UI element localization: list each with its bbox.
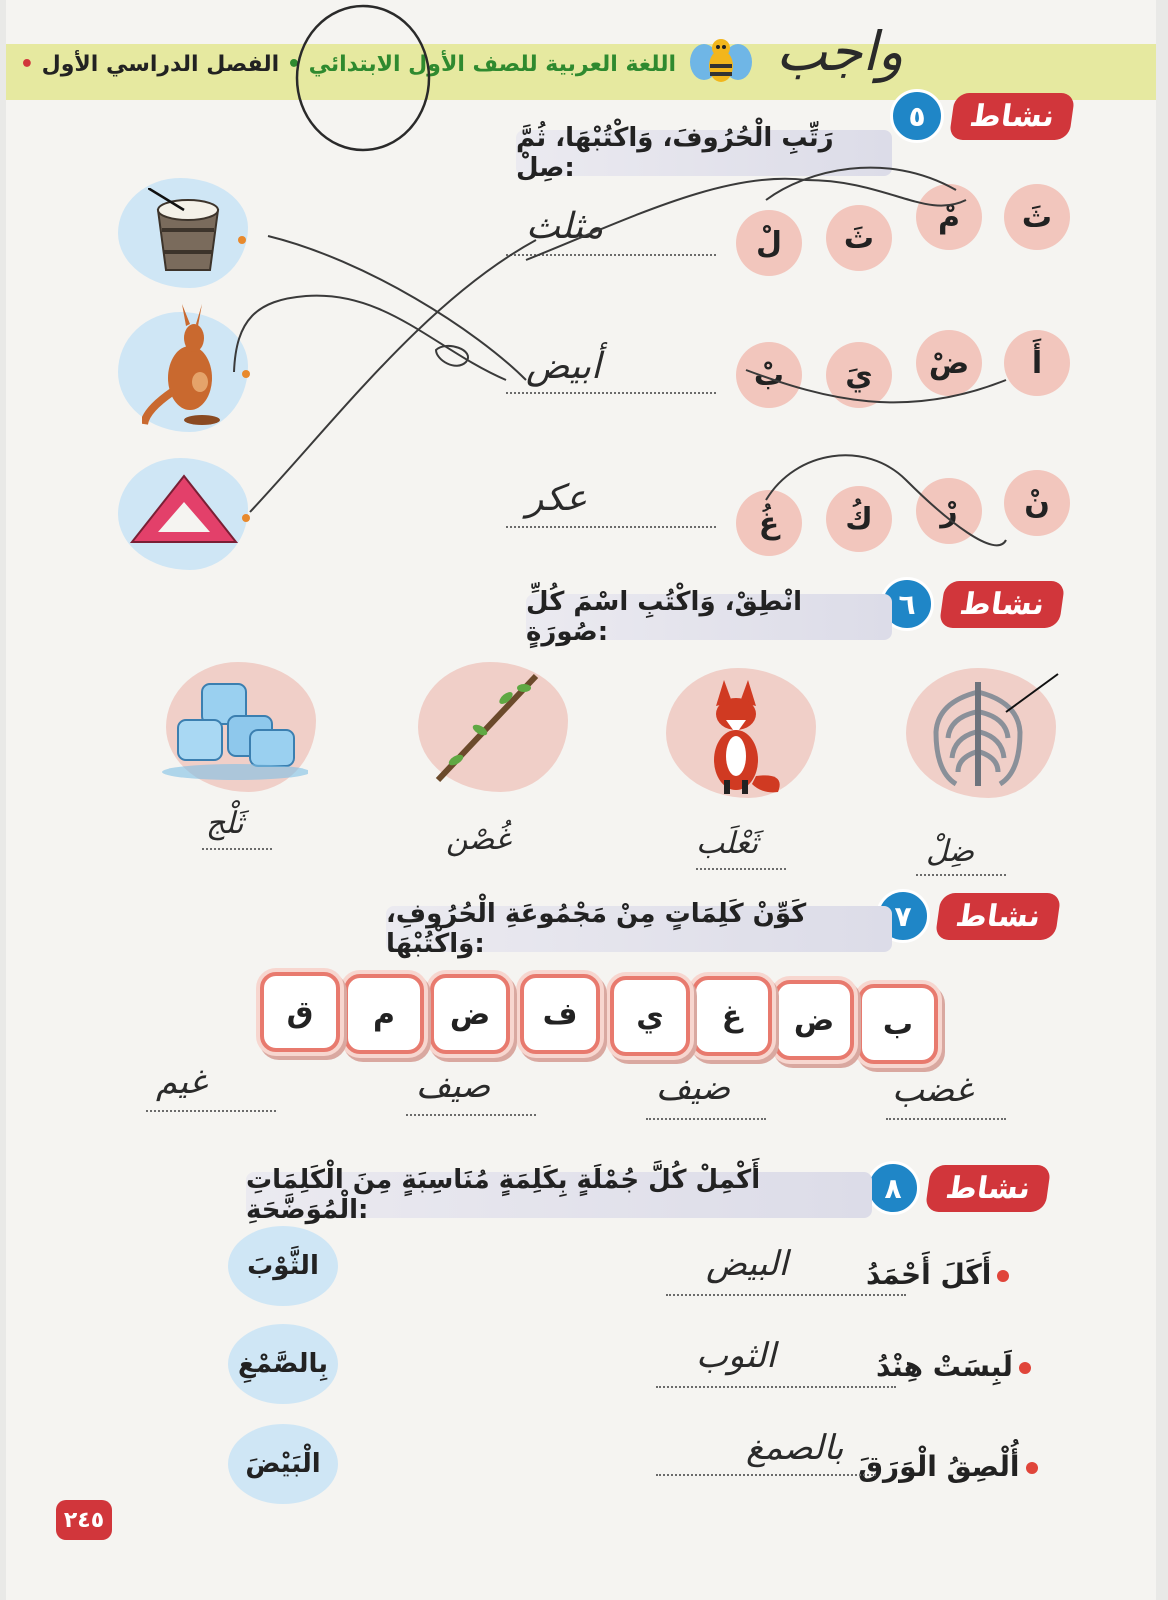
answer-line[interactable] [406, 1114, 536, 1116]
activity8-number: ٨ [866, 1161, 920, 1215]
sentence-text: أَكَلَ أَحْمَدُ [866, 1258, 992, 1291]
activity8-label: نشاط [925, 1165, 1052, 1212]
letter-tile[interactable]: غ [692, 976, 772, 1056]
letter-tile[interactable]: ي [610, 976, 690, 1056]
hand-drawn-lines [6, 0, 1156, 600]
letter-circle[interactable]: نْ [1004, 470, 1070, 536]
handwritten-answer: ضيف [656, 1068, 731, 1108]
word-bank-item[interactable]: بِالصَّمْغِ [228, 1324, 338, 1404]
activity6-badge [886, 576, 1062, 632]
handwritten-homework-note: واجب [776, 20, 904, 83]
term-title: الفصل الدراسي الأول [41, 52, 280, 77]
letter-tile[interactable]: ض [774, 980, 854, 1060]
bullet-icon [1026, 1462, 1038, 1474]
handwritten-answer: أبيض [526, 346, 601, 387]
answer-line[interactable] [656, 1474, 876, 1476]
letter-circle[interactable]: لْ [736, 210, 802, 276]
activity5-number: ٥ [890, 89, 944, 143]
answer-line[interactable] [146, 1110, 276, 1112]
subject-title: اللغة العربية للصف الأول الابتدائي [308, 52, 676, 77]
activity5-instruction: رَتِّبِ الْحُرُوفَ، وَاكْتُبْهَا، ثُمَّ صِلْ: [516, 130, 892, 176]
activity6-number: ٦ [880, 577, 934, 631]
handwritten-answer: صيف [416, 1066, 491, 1106]
handwritten-answer: مثلث [526, 206, 604, 247]
activity7-label: نشاط [935, 893, 1062, 940]
handwritten-answer: غيم [156, 1062, 207, 1102]
letter-circle[interactable]: ضْ [916, 330, 982, 396]
answer-line[interactable] [666, 1294, 906, 1296]
letter-tile[interactable]: ب [858, 984, 938, 1064]
handwritten-answer: ثَعْلَب [696, 826, 759, 861]
activity7-badge [882, 888, 1058, 944]
word-bank-item[interactable]: الثَّوْبَ [228, 1226, 338, 1306]
header-title: اللغة العربية للصف الأول الابتدائي • الفصل الدراسي الأول • [19, 52, 676, 77]
activity7-number: ٧ [876, 889, 930, 943]
worksheet-page [6, 0, 1156, 1600]
answer-line[interactable] [916, 874, 1006, 876]
answer-line[interactable] [202, 848, 272, 850]
activity5-label: نشاط [949, 93, 1076, 140]
letter-tile[interactable]: م [344, 974, 424, 1054]
letter-circle[interactable]: مْ [916, 184, 982, 250]
handwritten-answer: غضب [892, 1070, 973, 1110]
activity6-instruction: انْطِقْ، وَاكْتُبِ اسْمَ كُلِّ صُورَةٍ: [526, 594, 892, 640]
letter-circle[interactable]: أَ [1004, 330, 1070, 396]
answer-line[interactable] [646, 1118, 766, 1120]
bullet-icon [1019, 1362, 1031, 1374]
sentence [858, 1450, 1038, 1483]
answer-line[interactable] [696, 868, 786, 870]
letter-circle[interactable]: غُ [736, 490, 802, 556]
handwritten-answer: عكر [526, 478, 588, 519]
handwritten-answer: غُصْن [446, 822, 511, 857]
activity6-label: نشاط [939, 581, 1066, 628]
sentence [876, 1350, 1031, 1383]
handwritten-answer: بالصمغ [746, 1428, 844, 1468]
ribcage-image[interactable] [926, 672, 1066, 796]
letter-circle[interactable]: بْ [736, 342, 802, 408]
answer-line[interactable] [656, 1386, 896, 1388]
handwritten-answer: ثَلْج [206, 806, 244, 841]
letter-tile[interactable]: ق [260, 972, 340, 1052]
letter-circle[interactable]: كُ [826, 486, 892, 552]
letter-tile[interactable]: ض [430, 974, 510, 1054]
letter-circle[interactable]: يَ [826, 342, 892, 408]
word-bank-item[interactable]: الْبَيْضَ [228, 1424, 338, 1504]
bullet-icon [997, 1270, 1009, 1282]
letter-tile[interactable]: ف [520, 974, 600, 1054]
ice-cubes-image[interactable] [158, 676, 308, 786]
sentence [866, 1258, 1009, 1291]
page-number: ٢٤٥ [56, 1500, 112, 1540]
sentence-text: أُلْصِقُ الْوَرَقَ [858, 1450, 1020, 1483]
activity8-badge [872, 1160, 1048, 1216]
sentence-text: لَبِسَتْ هِنْدُ [876, 1350, 1013, 1383]
handwritten-answer: الثوب [696, 1336, 776, 1376]
answer-line[interactable] [886, 1118, 1006, 1120]
letter-circle[interactable]: رْ [916, 478, 982, 544]
handwritten-answer: البيض [706, 1244, 788, 1284]
branch-image[interactable] [426, 668, 546, 788]
activity8-instruction: أَكْمِلْ كُلَّ جُمْلَةٍ بِكَلِمَةٍ مُنَاسِبَةٍ مِنَ الْكَلِمَاتِ الْمُوَضَّحَةِ: [246, 1172, 872, 1218]
activity7-instruction: كَوِّنْ كَلِمَاتٍ مِنْ مَجْمُوعَةِ الْحُرُوفِ، وَاكْتُبْهَا: [386, 906, 892, 952]
letter-circle[interactable]: ثَ [826, 205, 892, 271]
handwritten-answer: ضِلْ [926, 834, 975, 869]
letter-circle[interactable]: ثَ [1004, 184, 1070, 250]
fox-image[interactable] [696, 676, 786, 796]
